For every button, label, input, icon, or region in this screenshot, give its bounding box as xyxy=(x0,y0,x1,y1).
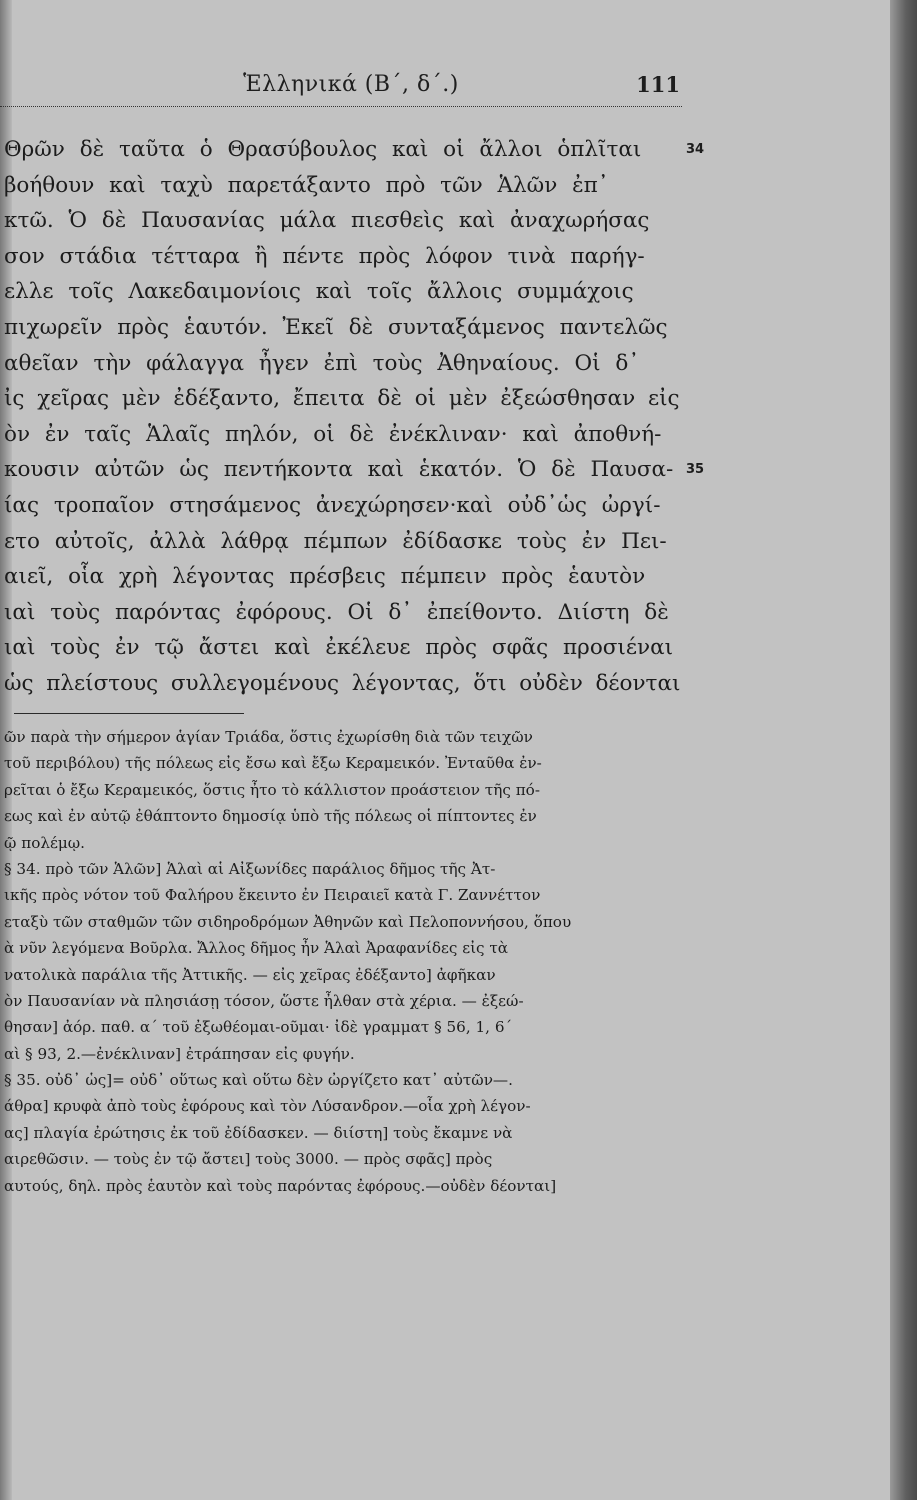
text-line xyxy=(4,381,684,417)
note-line: αιρεθῶσιν. — τοὺς ἐν τῷ ἄστει] τοὺς 3000. — πρὸς σφᾶς] πρὸς xyxy=(4,1150,493,1169)
text-line xyxy=(4,274,684,310)
text-line xyxy=(4,595,684,631)
note-line: αὶ § 93, 2.—ἐνέκλιναν] ἐτράπησαν εἰς φυγήν. xyxy=(4,1044,355,1063)
note-line: νατολικὰ παράλια τῆς Ἀττικῆς. — εἰς χεῖρας ἐδέξαντο] ἀφῆκαν xyxy=(4,965,496,984)
note-line: ῷ πολέμῳ. xyxy=(4,833,85,852)
page-edge-shadow xyxy=(890,0,917,1500)
note-line: ὸν Παυσανίαν νὰ πλησιάσῃ τόσον, ὥστε ἦλθαν στὰ χέρια. — ἐξεώ- xyxy=(4,991,524,1010)
note-line: θησαν] ἀόρ. παθ. α΄ τοῦ ἐξωθέομαι-οῦμαι· ἰδὲ γραμματ § 56, 1, 6΄ xyxy=(4,1018,513,1037)
text-line-content: ίας τροπαῖον στησάμενος ἀνεχώρησεν·καὶ οὐδ᾽ὡς ὠργί- xyxy=(4,492,661,518)
text-line-content: αθεῖαν τὴν φάλαγγα ἦγεν ἐπὶ τοὺς Ἀθηναίους. Οἱ δ᾽ xyxy=(4,350,640,376)
section-number: 34 xyxy=(686,142,705,157)
text-line-content: ἰς χεῖρας μὲν ἐδέξαντο, ἔπειτα δὲ οἱ μὲν ἐξεώσθησαν εἰς xyxy=(4,386,680,412)
page-header xyxy=(0,72,682,107)
text-line-content: ετο αὐτοῖς, ἀλλὰ λάθρᾳ πέμπων ἐδίδασκε τοὺς ἐν Πει- xyxy=(4,528,667,554)
text-line xyxy=(4,630,684,666)
commentary-notes xyxy=(4,724,686,1199)
note-line: εταξὺ τῶν σταθμῶν τῶν σιδηροδρόμων Ἀθηνῶν καὶ Πελοποννήσου, ὅπου xyxy=(4,912,572,931)
running-title: Ἑλληνικά (Β΄, δ΄.) xyxy=(243,72,459,97)
page-number: 111 xyxy=(636,72,680,97)
text-line xyxy=(4,559,684,595)
note-line: ικῆς πρὸς νότον τοῦ Φαλήρου ἔκειντο ἐν Πειραιεῖ κατὰ Γ. Ζαννέττον xyxy=(4,886,541,905)
footnote-rule xyxy=(14,713,244,714)
text-line xyxy=(4,346,684,382)
section-number: 35 xyxy=(686,462,705,478)
text-line-content: κτῶ. Ὁ δὲ Παυσανίας μάλα πιεσθεὶς καὶ ἀναχωρήσας xyxy=(4,208,650,234)
text-line xyxy=(4,239,684,275)
text-line-content: ὡς πλείστους συλλεγομένους λέγοντας, ὅτι οὐδὲν δέονται xyxy=(4,670,681,696)
text-line xyxy=(4,666,684,702)
note-line: ρεῖται ὁ ἔξω Κεραμεικός, ὅστις ἦτο τὸ κάλλιστον προάστειον τῆς πό- xyxy=(4,780,540,799)
text-line-content: ιαὶ τοὺς παρόντας ἐφόρους. Οἱ δ᾽ ἐπείθοντο. Διίστη δὲ xyxy=(4,599,669,625)
note-line: άθρα] κρυφὰ ἀπὸ τοὺς ἐφόρους καὶ τὸν Λύσανδρον.—οἷα χρὴ λέγον- xyxy=(4,1097,531,1116)
text-line-content: Θρῶν δὲ ταῦτα ὁ Θρασύβουλος καὶ οἱ ἄλλοι ὁπλῖται xyxy=(4,137,642,162)
text-line-content: σον στάδια τέτταρα ἢ πέντε πρὸς λόφον τινὰ παρήγ- xyxy=(4,243,645,269)
note-line: § 35. οὐδ᾽ ὡς]= οὐδ᾽ οὕτως καὶ οὕτω δὲν ὠργίζετο κατ᾽ αὐτῶν—. xyxy=(4,1071,513,1090)
note-line: § 34. πρὸ τῶν Ἁλῶν] Ἁλαὶ αἱ Αἰξωνίδες παράλιος δῆμος τῆς Ἀτ- xyxy=(4,859,496,878)
note-line: αυτούς, δηλ. πρὸς ἑαυτὸν καὶ τοὺς παρόντας ἐφόρους.—οὐδὲν δέονται] xyxy=(4,1176,557,1195)
text-line xyxy=(4,132,705,168)
text-line xyxy=(4,203,684,239)
note-line: εως καὶ ἐν αὐτῷ ἐθάπτοντο δημοσίᾳ ὑπὸ τῆς πόλεως οἱ πίπτοντες ἐν xyxy=(4,807,537,826)
note-line: ὰ νῦν λεγόμενα Βοῦρλα. Ἄλλος δῆμος ἦν Ἁλαὶ Ἀραφανίδες εἰς τὰ xyxy=(4,939,509,958)
text-line xyxy=(4,310,684,346)
text-line-content: κουσιν αὐτῶν ὡς πεντήκοντα καὶ ἑκατόν. Ὁ δὲ Παυσα- xyxy=(4,457,674,483)
text-line-content: ιαὶ τοὺς ἐν τῷ ἄστει καὶ ἐκέλευε πρὸς σφᾶς προσιέναι xyxy=(4,635,674,661)
note-line: ας] πλαγία ἐρώτησις ἐκ τοῦ ἐδίδασκεν. — διίστη] τοὺς ἔκαμνε νὰ xyxy=(4,1123,513,1142)
text-line-content: βοήθουν καὶ ταχὺ παρετάξαντο πρὸ τῶν Ἁλῶν ἐπ᾽ xyxy=(4,172,609,198)
text-line-content: ελλε τοῖς Λακεδαιμονίοις καὶ τοῖς ἄλλοις συμμάχοις xyxy=(4,279,634,305)
text-line xyxy=(4,168,684,204)
text-line xyxy=(4,417,684,453)
note-line: τοῦ περιβόλου) τῆς πόλεως εἰς ἔσω καὶ ἔξω Κεραμεικόν. Ἐνταῦθα ἐν- xyxy=(4,754,542,773)
text-line-content: πιχωρεῖν πρὸς ἑαυτόν. Ἐκεῖ δὲ συνταξάμενος παντελῶς xyxy=(4,314,668,340)
text-line-content: ὸν ἐν ταῖς Ἁλαῖς πηλόν, οἱ δὲ ἐνέκλιναν· καὶ ἀποθνή- xyxy=(4,421,662,447)
text-line-content: αιεῖ, οἷα χρὴ λέγοντας πρέσβεις πέμπειν πρὸς ἑαυτὸν xyxy=(4,564,646,590)
text-line xyxy=(4,452,705,488)
note-line: ῶν παρὰ τὴν σήμερον ἁγίαν Τριάδα, ὅστις ἐχωρίσθη διὰ τῶν τειχῶν xyxy=(4,728,533,746)
text-line xyxy=(4,488,684,524)
text-line xyxy=(4,524,684,560)
main-text-block xyxy=(4,132,705,702)
